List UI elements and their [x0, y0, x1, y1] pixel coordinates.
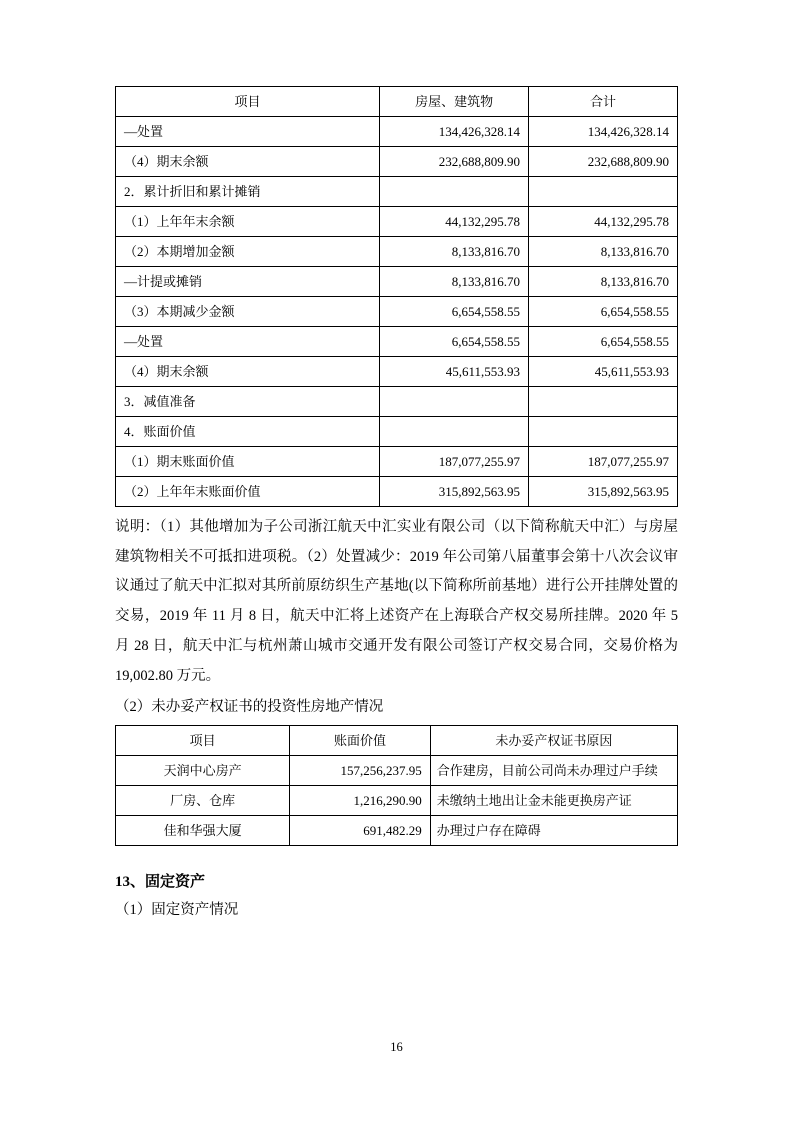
row-value-total: 315,892,563.95: [529, 477, 678, 507]
row-value-total: [529, 387, 678, 417]
row-value-total: [529, 177, 678, 207]
table-row: [116, 357, 678, 387]
table-row: [116, 786, 678, 816]
row-value-total: 6,654,558.55: [529, 297, 678, 327]
investment-property-table: [115, 86, 678, 507]
table2-header-item: 项目: [116, 726, 290, 756]
table-row: [116, 267, 678, 297]
row-value: 1,216,290.90: [290, 786, 431, 816]
row-label: （1）期末账面价值: [116, 447, 380, 477]
row-label: —处置: [116, 327, 380, 357]
row-value-total: 8,133,816.70: [529, 237, 678, 267]
subsection-title: （2）未办妥产权证书的投资性房地产情况: [115, 699, 384, 716]
row-value-total: 187,077,255.97: [529, 447, 678, 477]
row-item: 佳和华强大厦: [116, 816, 290, 846]
row-value: 691,482.29: [290, 816, 431, 846]
row-value-buildings: 6,654,558.55: [380, 327, 529, 357]
row-item: 厂房、仓库: [116, 786, 290, 816]
row-label: —计提或摊销: [116, 267, 380, 297]
table-header-row: [116, 87, 678, 117]
table2-header-reason: 未办妥产权证书原因: [430, 726, 677, 756]
row-value-buildings: 134,426,328.14: [380, 117, 529, 147]
table2-header-value: 账面价值: [290, 726, 431, 756]
row-label: （4）期末余额: [116, 357, 380, 387]
section-subheading-fixed-assets: （1）固定资产情况: [115, 901, 239, 918]
table-header-row: [116, 726, 678, 756]
row-label: （1）上年年末余额: [116, 207, 380, 237]
row-label: 2．累计折旧和累计摊销: [116, 177, 380, 207]
row-label: （2）上年年末账面价值: [116, 477, 380, 507]
row-reason: 合作建房，目前公司尚未办理过户手续: [430, 756, 677, 786]
table1-header-buildings: 房屋、建筑物: [380, 87, 529, 117]
row-value-buildings: [380, 387, 529, 417]
table-row: [116, 756, 678, 786]
row-value-buildings: 232,688,809.90: [380, 147, 529, 177]
table-row: [116, 417, 678, 447]
row-value-buildings: 187,077,255.97: [380, 447, 529, 477]
table-row: [116, 147, 678, 177]
row-label: 4．账面价值: [116, 417, 380, 447]
row-value: 157,256,237.95: [290, 756, 431, 786]
row-value-buildings: 8,133,816.70: [380, 237, 529, 267]
row-value-total: 44,132,295.78: [529, 207, 678, 237]
row-value-buildings: [380, 417, 529, 447]
row-value-total: 134,426,328.14: [529, 117, 678, 147]
table-row: [116, 387, 678, 417]
row-label: —处置: [116, 117, 380, 147]
table-row: [116, 447, 678, 477]
row-value-total: 45,611,553.93: [529, 357, 678, 387]
table-row: [116, 207, 678, 237]
table-row: [116, 117, 678, 147]
row-label: （2）本期增加金额: [116, 237, 380, 267]
row-value-total: 232,688,809.90: [529, 147, 678, 177]
row-value-buildings: [380, 177, 529, 207]
table-row: [116, 177, 678, 207]
row-value-buildings: 6,654,558.55: [380, 297, 529, 327]
row-reason: 未缴纳土地出让金未能更换房产证: [430, 786, 677, 816]
table-row: [116, 297, 678, 327]
page-number: 16: [390, 1040, 403, 1054]
table-row: [116, 327, 678, 357]
row-value-total: 8,133,816.70: [529, 267, 678, 297]
table1-header-item: 项目: [116, 87, 380, 117]
row-label: （3）本期减少金额: [116, 297, 380, 327]
row-label: 3．减值准备: [116, 387, 380, 417]
row-value-total: [529, 417, 678, 447]
row-item: 天润中心房产: [116, 756, 290, 786]
note-paragraph: 说明：（1）其他增加为子公司浙江航天中汇实业有限公司（以下简称航天中汇）与房屋建筑物相关不可抵扣进项税。（2）处置减少：2019 年公司第八届董事会第十八次会议审议通过了航天中汇拟对其所前原纺织生产基地(以下简称所前基地）进行公开挂牌处置的交易，2019 年 11 月 8 日，航天中汇将上述资产在上海联合产权交易所挂牌。2020 年 5 月 28 日，航天中汇与杭州萧山城市交通开发有限公司签订产权交易合同，交易价格为 19,002.80 万元。: [115, 519, 678, 684]
table-row: [116, 477, 678, 507]
table1-header-total: 合计: [529, 87, 678, 117]
row-value-buildings: 315,892,563.95: [380, 477, 529, 507]
row-label: （4）期末余额: [116, 147, 380, 177]
row-value-total: 6,654,558.55: [529, 327, 678, 357]
row-value-buildings: 45,611,553.93: [380, 357, 529, 387]
row-value-buildings: 44,132,295.78: [380, 207, 529, 237]
row-value-buildings: 8,133,816.70: [380, 267, 529, 297]
unregistered-property-table: [115, 725, 678, 846]
row-reason: 办理过户存在障碍: [430, 816, 677, 846]
section-heading-fixed-assets: 13、固定资产: [115, 874, 206, 891]
table-row: [116, 816, 678, 846]
table-row: [116, 237, 678, 267]
